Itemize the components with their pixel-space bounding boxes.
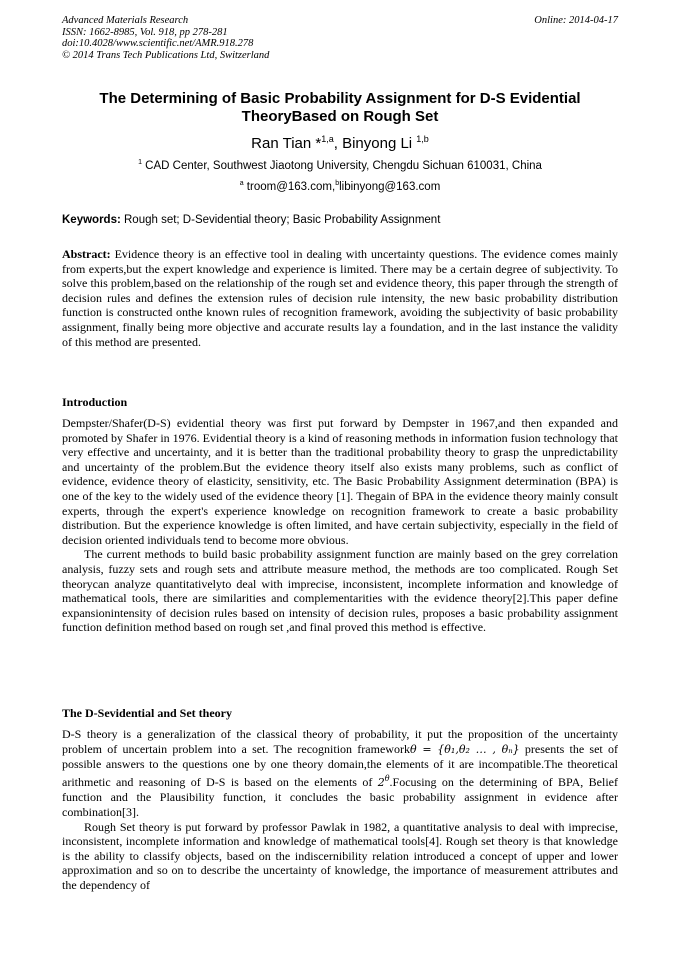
doi-line: doi:10.4028/www.scientific.net/AMR.918.278 xyxy=(62,38,254,49)
author-2-name: Binyong Li xyxy=(342,135,417,152)
author-1-affil: 1,a xyxy=(321,134,334,144)
introduction-heading: Introduction xyxy=(62,395,128,409)
introduction-paragraph-1: Dempster/Shafer(D-S) evidential theory was first put forward by Dempster in 1967,and then expanded and promoted by Shafer in 1976. Evidential theory is a kind of reasoning methods in information fusion technology that very effective and uncertainty, and it is better than the traditional probability theory to grasp the unpredictability and uncertainty of the problem.But the evidence theory itself also exists many problems, such as conflict of evidence, evidence theory of elasticity, sensitivity, etc. The Basic Probability Assignment determination (BPA) is one of the key to the widely used of the evidence theory [1]. Thegain of BPA in the evidence theory mainly consult experts, through the expert's experience knowledge on recognition framework to create a basic probability distribution. But the experience knowledge is often limited, and have certain subjectivity, especially in the field of decision oriented individuals tend to become more obvious. xyxy=(62,416,618,547)
author-list xyxy=(62,130,618,153)
author-separator: , xyxy=(333,135,343,152)
keywords-text: Rough set; D-Sevidential theory; Basic Probability Assignment xyxy=(120,214,441,226)
keywords xyxy=(62,213,618,227)
affiliation-marker: 1 xyxy=(138,159,142,166)
email-a-marker: a xyxy=(239,180,244,187)
email-a: troom@163.com, xyxy=(243,180,336,193)
author-2-affil: 1,b xyxy=(416,134,429,144)
ds-p1-text-b: presents the set of possible answers to the questions one by one theory domain,the elements of it are incompatible.The theoretical arithmetic and reasoning of D-S is based on the elements of xyxy=(62,741,618,789)
ds-p1-text-a: D-S theory is a generalization of the classical theory of probability, it put the proposition of the uncertainty problem of uncertain problem into a set. The recognition framework xyxy=(62,727,618,756)
abstract-label: Abstract: xyxy=(62,247,111,261)
email-b-marker: b xyxy=(335,180,340,187)
introduction-body xyxy=(62,416,618,635)
journal-header xyxy=(62,15,618,61)
ds-paragraph-2: Rough Set theory is put forward by professor Pawlak in 1982, a quantitative analysis to deal with imprecise, inconsistent, incomplete information and knowledge of mathematical tools[4]. Rough set theory is that knowledge is the ability to classify objects, based on the indiscernibility relation introduced a concept of upper and lower approximation and so on to describe the uncertainty of knowledge, the importance of measurement attributes and the dependency of xyxy=(62,819,618,892)
online-date: Online: 2014-04-17 xyxy=(534,15,618,26)
title-line-2: TheoryBased on Rough Set xyxy=(241,108,439,125)
journal-name: Advanced Materials Research xyxy=(62,15,189,26)
affiliation xyxy=(62,156,618,173)
title-line-1: The Determining of Basic Probability Assignment for D-S Evidential xyxy=(99,90,581,107)
email-b: libinyong@163.com xyxy=(339,180,441,193)
issn-line: ISSN: 1662-8985, Vol. 918, pp 278-281 xyxy=(62,26,228,38)
power-set-base: 2 xyxy=(377,775,385,789)
frame-of-discernment-formula: θ = {θ₁,θ₂ … , θₙ} xyxy=(409,742,520,756)
ds-p1-text-c: .Focusing on the determining of BPA, Belief function and the Plausibility function, it concludes the basic probability assignment in evidence after combination[3]. xyxy=(62,774,618,819)
power-set-exponent: θ xyxy=(384,773,390,783)
keywords-label: Keywords: xyxy=(62,214,121,226)
affiliation-text: CAD Center, Southwest Jiaotong University, Chengdu Sichuan 610031, China xyxy=(141,159,542,172)
ds-section-heading: The D-Sevidential and Set theory xyxy=(62,706,233,720)
copyright-line: © 2014 Trans Tech Publications Ltd, Switzerland xyxy=(62,49,270,61)
author-1-name: Ran Tian * xyxy=(251,135,322,152)
author-emails xyxy=(62,177,618,194)
abstract xyxy=(62,247,618,349)
ds-section-body xyxy=(62,727,618,893)
paper-title xyxy=(62,90,618,126)
abstract-text: Evidence theory is an effective tool in dealing with uncertainty questions. The evidence comes mainly from experts,but the expert knowledge and experience is limited. There may be a certain degree of subjectivity. To solve this problem,based on the relationship of the rough set and evidence theory, this paper through the strength of decision rules and defines the extension rules of decision rule intensity, the new basic probability distribution function is constructed onthe known rules of recognition framework, avoiding the subjectivity of basic probability assignment, finally being more objective and accurate results lay a foundation, and in the last instance the validity of this method are presented. xyxy=(62,247,618,349)
ds-paragraph-1 xyxy=(62,727,618,820)
introduction-paragraph-2: The current methods to build basic probability assignment function are mainly based on the grey correlation analysis, fuzzy sets and rough sets and attribute measure method, the methods are too complicated. Rough Set theorycan analyze quantitativelyto deal with imprecise, inconsistent, incomplete information and knowledge of mathematical tools, there are similarities and complementarities with the evidence theory[2].This paper define expansionintensity of decision rules based on intensity of decision rules, proposes a basic probability assignment function definition method based on rough set ,and final proved this method is effective. xyxy=(62,547,618,635)
